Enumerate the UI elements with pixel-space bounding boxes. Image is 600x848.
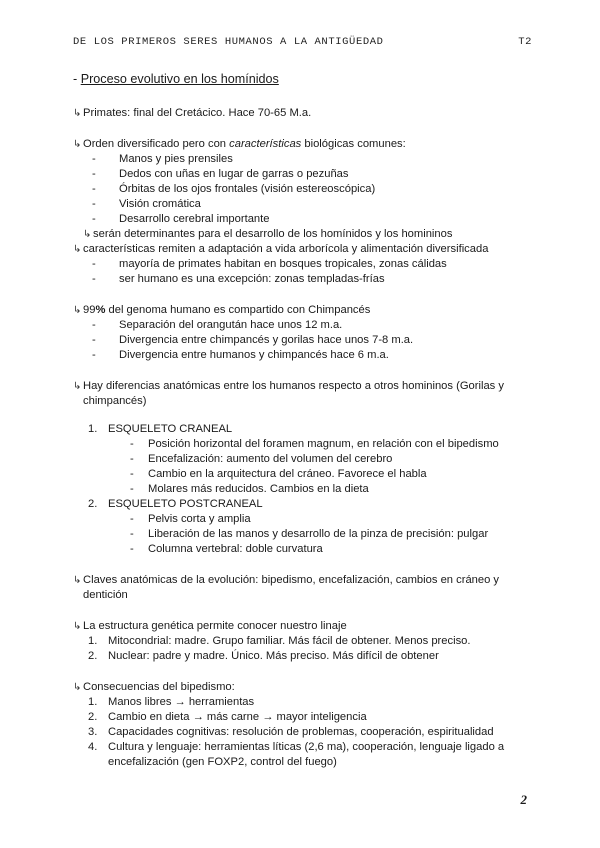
arrow-icon: ↳ — [73, 139, 82, 150]
arrow-icon: ↳ — [73, 621, 82, 632]
consequences-list — [73, 695, 533, 770]
list-item: - Órbitas de los ojos frontales (visión estereoscópica) — [92, 182, 533, 197]
list-item: 1. Manos libres → herramientas — [88, 696, 255, 708]
list-item: - Cambio en la arquitectura del cráneo. Favorece el habla — [130, 467, 533, 482]
list-item: - Liberación de las manos y desarrollo de la pinza de precisión: pulgar — [130, 527, 533, 542]
list-item: - Divergencia entre humanos y chimpancés hace 6 m.a. — [92, 348, 533, 363]
list-item: - Pelvis corta y amplia — [130, 512, 533, 527]
cranial-list — [108, 437, 533, 497]
section-orden — [73, 137, 533, 287]
list-item: - Manos y pies prensiles — [92, 152, 533, 167]
list-item: - Dedos con uñas en lugar de garras o pezuñas — [92, 167, 533, 182]
section-primates — [73, 106, 533, 121]
claves-text: Claves anatómicas de la evolución: bipedismo, encefalización, cambios en cráneo y — [83, 574, 500, 586]
skeleton-list — [73, 422, 533, 557]
diferencias-heading: ↳ Hay diferencias anatómicas entre los humanos respecto a otros homininos (Gorilas y — [73, 380, 504, 392]
list-item: 2. Nuclear: padre y madre. Único. Más preciso. Más difícil de obtener — [88, 650, 439, 662]
document-body — [73, 72, 533, 786]
orden-note-2: ↳ características remiten a adaptación a vida arborícola y alimentación diversificada — [73, 243, 489, 255]
list-item: - Molares más reducidos. Cambios en la dieta — [130, 482, 533, 497]
section-bipedismo — [73, 680, 533, 770]
dna-list — [73, 634, 533, 664]
list-item: - Encefalización: aumento del volumen del cerebro — [130, 452, 533, 467]
page-number: 2 — [520, 792, 527, 807]
genetica-heading: La estructura genética permite conocer nuestro linaje — [83, 620, 347, 632]
orden-heading: ↳ Orden diversificado pero con características biológicas comunes: — [73, 138, 406, 150]
list-item: 1. ESQUELETO CRANEAL - Posición horizontal del foramen magnum, en relación con el bipedismo - Encefalización: aumento del volumen del cerebro - Cambio en la arquitectura del cráneo. Favorece el habla - Molares más reducidos. Cambios en la dieta — [88, 422, 533, 497]
claves-text-cont: dentición — [83, 589, 128, 601]
list-item: 2. ESQUELETO POSTCRANEAL - Pelvis corta y amplia - Liberación de las manos y desarrollo de la pinza de precisión: pulgar - Columna vertebral: doble curvatura — [88, 497, 533, 557]
divergence-list — [73, 318, 533, 363]
arrow-icon: ↳ — [73, 682, 82, 693]
running-header — [73, 36, 532, 48]
header-title: DE LOS PRIMEROS SERES HUMANOS A LA ANTIGÜEDAD — [73, 36, 384, 48]
skeleton-heading: ESQUELETO POSTCRANEAL — [108, 498, 263, 510]
list-item: 2. Cambio en dieta → más carne → mayor inteligencia — [88, 711, 367, 723]
title-text: Proceso evolutivo en los homínidos — [80, 72, 279, 86]
list-item: - Desarrollo cerebral importante — [92, 212, 533, 227]
arrow-icon: ↳ — [73, 381, 82, 392]
list-item: - mayoría de primates habitan en bosques tropicales, zonas cálidas — [92, 257, 533, 272]
section-title — [73, 72, 533, 87]
genoma-heading: ↳ 99% del genoma humano es compartido con Chimpancés — [73, 304, 371, 316]
list-item: 1. Mitocondrial: madre. Grupo familiar. Más fácil de obtener. Menos preciso. — [88, 635, 471, 647]
list-item: 3. Capacidades cognitivas: resolución de problemas, cooperación, espiritualidad — [88, 726, 494, 738]
arrow-icon: ↳ — [83, 229, 92, 240]
bipedismo-heading: Consecuencias del bipedismo: — [83, 681, 235, 693]
section-diferencias — [73, 379, 533, 557]
habitat-list — [73, 257, 533, 287]
arrow-icon: ↳ — [73, 244, 82, 255]
skeleton-heading: ESQUELETO CRANEAL — [108, 423, 233, 435]
section-genetica — [73, 619, 533, 664]
list-item: - ser humano es una excepción: zonas templadas-frías — [92, 272, 533, 287]
list-item: 4. Cultura y lenguaje: herramientas líticas (2,6 ma), cooperación, lenguaje ligado a encefalización (gen FOXP2, control del fuego) — [88, 741, 505, 768]
list-item: - Posición horizontal del foramen magnum, en relación con el bipedismo — [130, 437, 533, 452]
primates-text: Primates: final del Cretácico. Hace 70-65 M.a. — [83, 107, 312, 119]
traits-list — [73, 152, 533, 227]
postcranial-list — [108, 512, 533, 557]
list-item: - Visión cromática — [92, 197, 533, 212]
list-item: - Columna vertebral: doble curvatura — [130, 542, 533, 557]
diferencias-heading-cont: chimpancés) — [83, 395, 147, 407]
title-prefix: - — [73, 72, 81, 86]
arrow-icon: ↳ — [73, 305, 82, 316]
arrow-icon: ↳ — [73, 108, 82, 119]
header-chapter: T2 — [518, 36, 532, 48]
orden-note-1: ↳ serán determinantes para el desarrollo de los homínidos y los homininos — [83, 228, 453, 240]
section-claves — [73, 573, 533, 603]
section-genoma — [73, 303, 533, 363]
list-item: - Divergencia entre chimpancés y gorilas hace unos 7-8 m.a. — [92, 333, 533, 348]
arrow-icon: ↳ — [73, 575, 82, 586]
list-item: - Separación del orangután hace unos 12 m.a. — [92, 318, 533, 333]
